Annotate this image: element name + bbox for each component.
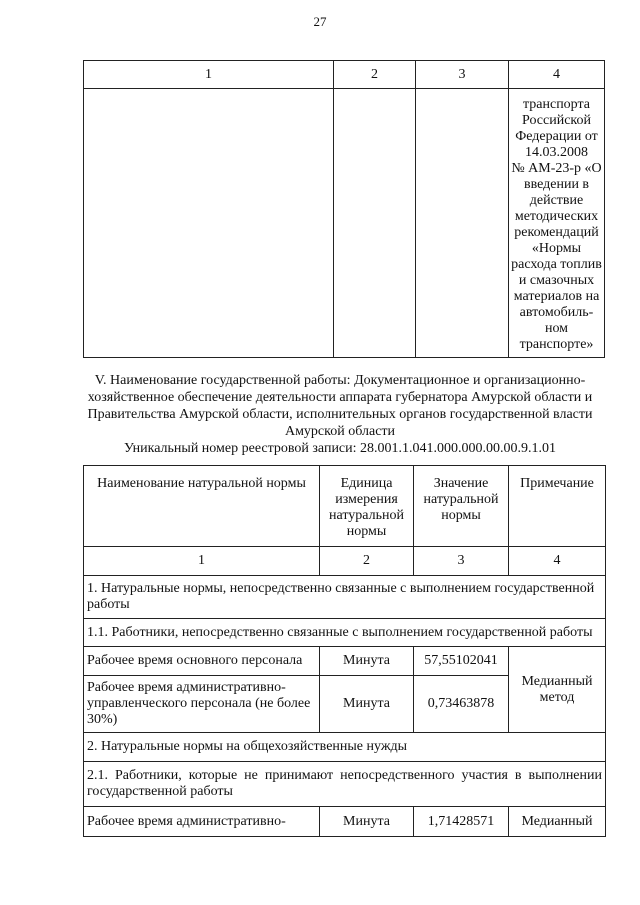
norm-value: 1,71428571 [414,807,509,837]
norm-value: 57,55102041 [414,647,509,676]
empty-cell [334,89,416,358]
col-number: 4 [509,61,605,89]
legal-reference-cell [509,89,605,358]
section-row [84,619,606,647]
reference-line: ном [544,321,569,336]
empty-cell [84,89,334,358]
table-header-row [84,466,606,547]
reference-line: и смазочных [518,273,595,288]
section-title: V. Наименование государственной работы: Документационное и организационно-хозяйственное обеспечение деятельности аппарата губернатора Амурской области и Правительства Амурской области, исполнительных органов государственной власти Амурской области [87,373,593,439]
col-number: 4 [509,547,606,576]
reference-line: № АМ-23-р «О [511,161,602,176]
norm-unit: Минута [320,807,414,837]
page-number: 27 [313,14,327,29]
norm-name: Рабочее время административно-управленческого персонала (не более 30%) [84,676,320,733]
reference-line: автомобиль- [519,305,594,320]
col-number: 1 [84,61,334,89]
reference-line: расхода топлив [511,257,602,272]
norm-name: Рабочее время административно- [84,807,320,837]
reference-line: методических [514,209,599,224]
reference-line: 14.03.2008 [525,145,588,160]
norm-unit: Минута [320,676,414,733]
norm-value: 0,73463878 [414,676,509,733]
section-row [84,576,606,619]
section-2-1: 2.1. Работники, которые не принимают непосредственного участия в выполнении государственной работы [84,762,606,807]
reference-line: транспорта [522,97,591,112]
col-number: 2 [320,547,414,576]
table-row [84,647,606,676]
norm-note: Медианный [509,807,606,837]
reference-line: Федерации от [515,129,598,144]
reference-line: материалов на [513,289,600,304]
reference-line: Российской [522,113,591,128]
section-row [84,762,606,807]
norm-note: Медианный метод [509,647,606,733]
header-note: Примечание [509,466,606,547]
section-row [84,733,606,762]
reference-line: действие [529,193,584,208]
col-number: 1 [84,547,320,576]
continued-table [83,60,605,358]
registry-number: Уникальный номер реестровой записи: 28.001.1.041.000.000.00.00.9.1.01 [123,441,557,456]
section-1: 1. Натуральные нормы, непосредственно связанные с выполнением государственной работы [84,576,606,619]
table-row [84,807,606,837]
col-number: 3 [416,61,509,89]
header-name: Наименование натуральной нормы [84,466,320,547]
norm-name: Рабочее время основного персонала [84,647,320,676]
reference-line: введении в [523,177,590,192]
reference-line: рекомендаций [514,225,599,240]
section-heading [60,372,620,457]
table-header-row [84,61,605,89]
norm-unit: Минута [320,647,414,676]
header-unit: Единица измерения натуральной нормы [320,466,414,547]
table-row [84,89,605,358]
col-number: 3 [414,547,509,576]
header-value: Значение натуральной нормы [414,466,509,547]
section-1-1: 1.1. Работники, непосредственно связанные с выполнением государственной работы [84,619,606,647]
reference-line: «Нормы [531,241,582,256]
norms-table [83,465,606,837]
empty-cell [416,89,509,358]
col-number: 2 [334,61,416,89]
reference-line: транспорте» [519,337,594,352]
section-2: 2. Натуральные нормы на общехозяйственные нужды [84,733,606,762]
column-number-row [84,547,606,576]
